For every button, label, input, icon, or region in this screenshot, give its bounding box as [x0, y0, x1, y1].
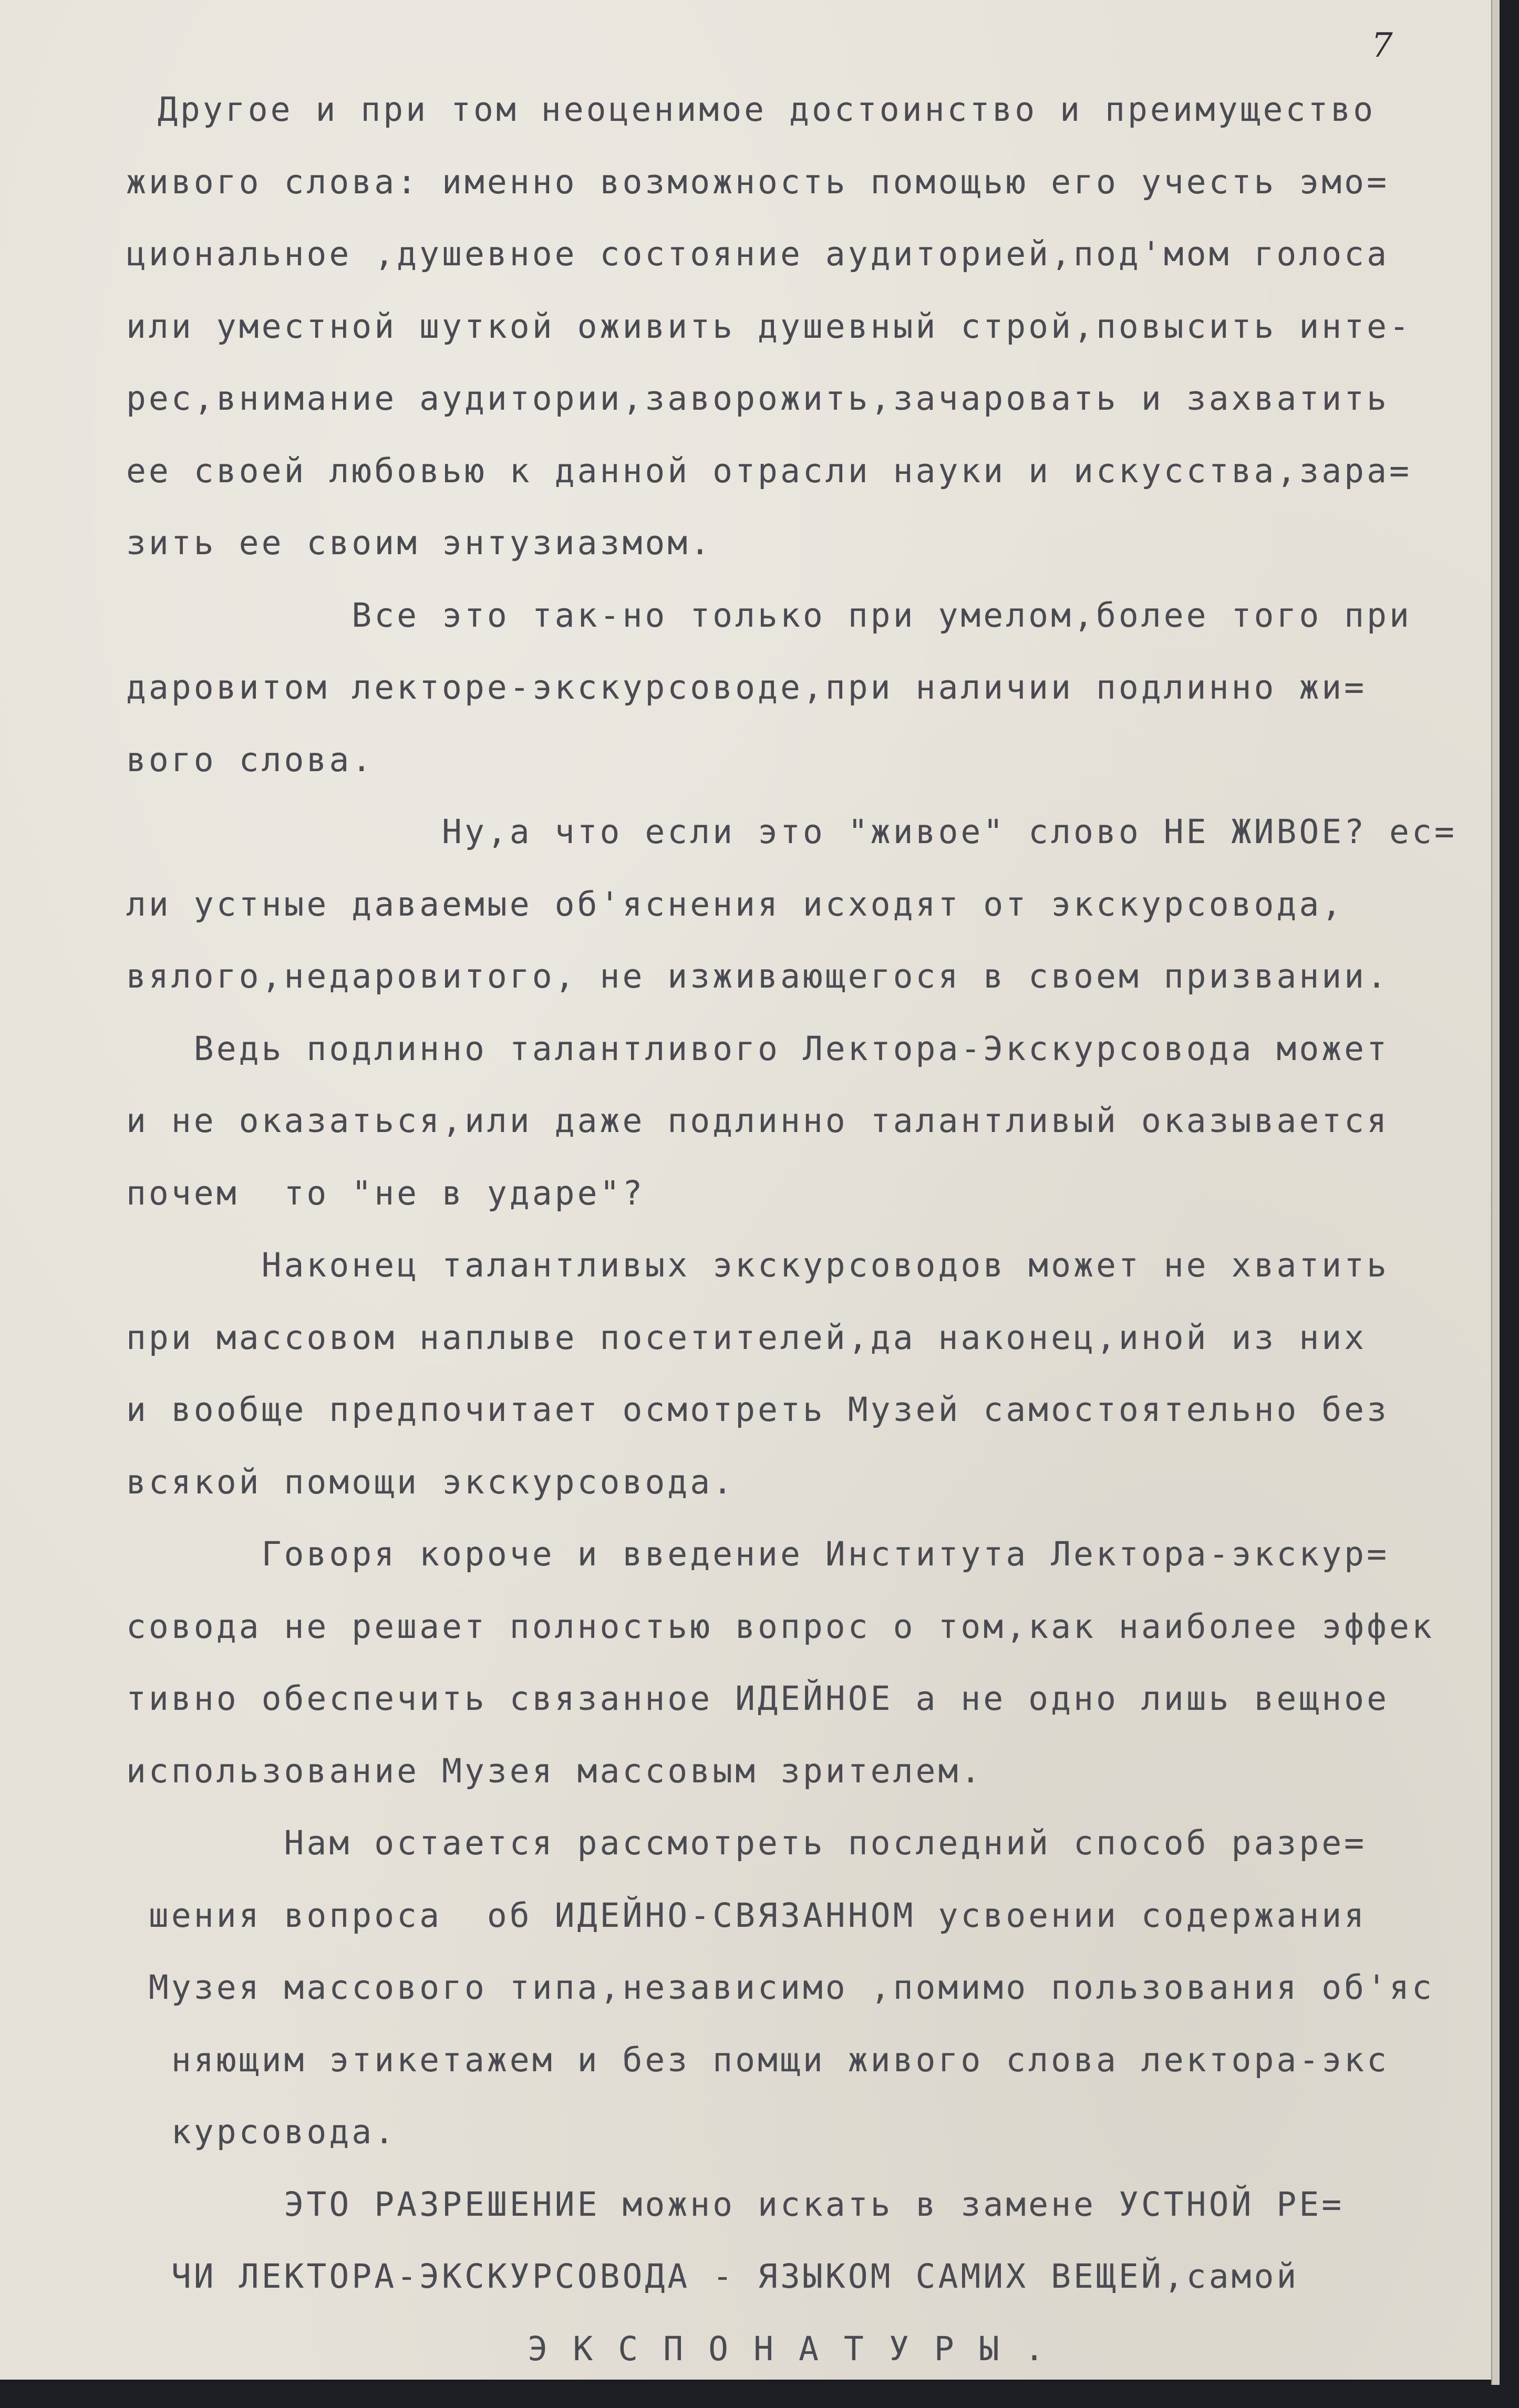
text-line: Все это так-но только при умелом,более того при — [126, 596, 1412, 635]
text-line: циональное ,душевное состояние аудиторией,под'мом голоса — [126, 235, 1390, 273]
paragraph — [126, 74, 1471, 579]
text-line: совода не решает полностью вопрос о том,как наиболее эффек — [126, 1607, 1434, 1646]
paragraph — [126, 1807, 1471, 2168]
text-line: использование Музея массовым зрителем. — [126, 1751, 984, 1790]
text-line: всякой помощи экскурсовода. — [126, 1462, 736, 1501]
text-line: тивно обеспечить связанное ИДЕЙНОЕ а не одно лишь вещное — [126, 1679, 1390, 1718]
text-line: ли устные даваемые об'яснения исходят от экскурсовода, — [126, 885, 1345, 923]
text-line: даровитом лекторе-экскурсоводе,при наличии подлинно жи= — [126, 668, 1367, 707]
paragraph — [126, 1013, 1471, 1230]
text-line: курсовода. — [126, 2113, 397, 2151]
text-line: ее своей любовью к данной отрасли науки и искусства,зара= — [126, 451, 1412, 490]
text-line: ЭТО РАЗРЕШЕНИЕ можно искать в замене УСТНОЙ РЕ= — [126, 2185, 1345, 2224]
text-line: ЧИ ЛЕКТОРА-ЭКСКУРСОВОДА - ЯЗЫКОМ САМИХ ВЕЩЕЙ,самой — [126, 2257, 1299, 2296]
paragraph — [126, 1229, 1471, 1518]
text-line: и не оказаться,или даже подлинно талантливый оказывается — [126, 1102, 1390, 1140]
text-line: Наконец талантливых экскурсоводов может не хватить — [126, 1246, 1390, 1284]
text-line: вого слова. — [126, 740, 375, 779]
text-line: живого слова: именно возможность помощью его учесть эмо= — [126, 162, 1390, 201]
text-line: при массовом наплыве посетителей,да наконец,иной из них — [126, 1318, 1367, 1357]
text-line: вялого,недаровитого, не изживающегося в своем призвании. — [126, 957, 1390, 995]
text-line: шения вопроса об ИДЕЙНО-СВЯЗАННОМ усвоении содержания — [126, 1896, 1367, 1935]
closing-line: ЭКСПОНАТУРЫ. — [528, 2329, 1070, 2368]
paragraph — [126, 796, 1471, 1013]
paragraph — [126, 2168, 1471, 2313]
text-line: Говоря короче и введение Института Лектора-экскур= — [126, 1535, 1390, 1573]
text-line: и вообще предпочитает осмотреть Музей самостоятельно без — [126, 1390, 1390, 1429]
text-line: или уместной шуткой оживить душевный строй,повысить инте- — [126, 307, 1412, 346]
text-line: Музея массового типа,независимо ,помимо пользования об'яс — [126, 1968, 1434, 2007]
text-line: Другое и при том неоценимое достоинство и преимущество — [158, 90, 1376, 129]
text-line: почем то "не в ударе"? — [126, 1174, 645, 1212]
page-edge — [1491, 0, 1500, 2385]
text-line: Нам остается рассмотреть последний способ разре= — [126, 1824, 1367, 1862]
paragraph — [126, 1518, 1471, 1807]
text-line: няющим этикетажем и без помщи живого слова лектора-экс — [126, 2040, 1390, 2079]
page-number: 7 — [1371, 26, 1393, 65]
typed-text-body — [126, 74, 1471, 2385]
text-line: зить ее своим энтузиазмом. — [126, 524, 713, 562]
paragraph — [126, 579, 1471, 796]
text-line: Ну,а что если это "живое" слово НЕ ЖИВОЕ? ес= — [126, 813, 1457, 851]
text-line: Ведь подлинно талантливого Лектора-Экскурсовода может — [126, 1029, 1390, 1068]
text-line: рес,внимание аудитории,заворожить,зачаровать и захватить — [126, 379, 1390, 418]
